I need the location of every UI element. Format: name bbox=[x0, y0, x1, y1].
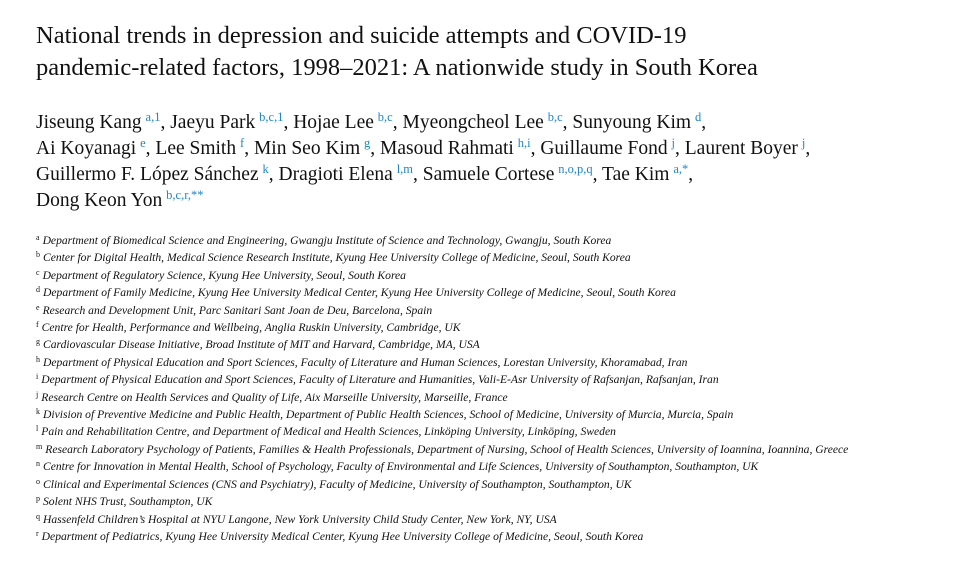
affiliation-text: Centre for Health, Performance and Wellbeing, Anglia Ruskin University, Cambridge, UK bbox=[41, 321, 461, 335]
author-name[interactable]: Ai Koyanagi bbox=[36, 138, 137, 159]
affiliation-key: o bbox=[36, 476, 40, 486]
affiliation-item bbox=[36, 284, 941, 301]
author-name[interactable]: Min Seo Kim bbox=[253, 138, 361, 159]
author-name[interactable]: Tae Kim bbox=[602, 164, 670, 185]
affiliation-list bbox=[36, 232, 941, 545]
affiliation-key: n bbox=[36, 459, 40, 469]
affiliation-link[interactable]: d bbox=[694, 110, 702, 124]
affiliation-link[interactable]: a,* bbox=[673, 162, 689, 176]
affiliation-text: Department of Biomedical Science and Engineering, Gwangju Institute of Science and Technology, Gwangju, South Korea bbox=[42, 234, 612, 247]
affiliation-text: Clinical and Experimental Sciences (CNS and Psychiatry), Faculty of Medicine, University of Southampton, Southampton, UK bbox=[43, 477, 632, 491]
affiliation-text: Department of Physical Education and Sport Sciences, Faculty of Literature and Human Sciences, Lorestan University, Khoramabad, Iran bbox=[43, 355, 688, 369]
affiliation-key: c bbox=[36, 267, 40, 277]
affiliation-item bbox=[36, 389, 941, 406]
affiliation-item bbox=[36, 406, 941, 423]
affiliation-link[interactable]: k bbox=[262, 162, 269, 176]
affiliation-link[interactable]: a,1 bbox=[145, 110, 161, 124]
author-name[interactable]: Myeongcheol Lee bbox=[402, 112, 544, 133]
affiliation-key: i bbox=[36, 372, 39, 382]
author-name[interactable]: Jaeyu Park bbox=[170, 112, 256, 133]
affiliation-text: Center for Digital Health, Medical Science Research Institute, Kyung Hee University College of Medicine, Seoul, South Korea bbox=[43, 251, 631, 265]
paper-title bbox=[36, 20, 951, 84]
affiliation-key: j bbox=[36, 389, 39, 399]
affiliation-item bbox=[36, 528, 941, 545]
affiliation-link[interactable]: f bbox=[240, 136, 245, 150]
affiliation-key: l bbox=[36, 424, 39, 434]
affiliation-key: p bbox=[36, 494, 40, 504]
author-name[interactable]: Laurent Boyer bbox=[684, 138, 798, 159]
affiliation-key: f bbox=[36, 320, 39, 330]
affiliation-link[interactable]: b,c bbox=[547, 110, 563, 124]
affiliation-key: g bbox=[36, 337, 40, 347]
affiliation-item bbox=[36, 371, 941, 388]
affiliation-text: Pain and Rehabilitation Centre, and Department of Medical and Health Sciences, Linköping University, Linköping, Sweden bbox=[41, 425, 616, 439]
affiliation-key: e bbox=[36, 302, 40, 312]
affiliation-item bbox=[36, 232, 941, 249]
affiliation-item bbox=[36, 354, 941, 371]
affiliation-item bbox=[36, 319, 941, 336]
affiliation-item bbox=[36, 441, 941, 458]
affiliation-link[interactable]: b,c,1 bbox=[259, 110, 284, 124]
affiliation-item bbox=[36, 302, 941, 319]
affiliation-key: d bbox=[36, 285, 40, 295]
author-name[interactable]: Hojae Lee bbox=[293, 112, 374, 133]
author-line bbox=[36, 188, 956, 214]
author-line: Jiseung Kang $^{a,1}$, Jaeyu Park $^{b,c,1}$, Hojae Lee $^{b,c}$, Myeongcheol Lee $^{b,c}$, Sunyoung Kim $^d$, bbox=[36, 110, 707, 133]
affiliation-item bbox=[36, 249, 941, 266]
author-line: Guillermo F. López Sánchez $^k$, Dragioti Elena $^{l,m}$, Samuele Cortese $^{n,o,p,q}$, Tae Kim $^{a,*}$, bbox=[36, 162, 694, 185]
affiliation-text: Centre for Innovation in Mental Health, School of Psychology, Faculty of Environmental and Life Sciences, University of Southampton, Southampton, UK bbox=[43, 460, 759, 474]
author-list bbox=[36, 110, 956, 214]
affiliation-key: a bbox=[36, 233, 40, 242]
affiliation-text: Cardiovascular Disease Initiative, Broad Institute of MIT and Harvard, Cambridge, MA, USA bbox=[43, 338, 480, 352]
affiliation-text: Department of Physical Education and Sport Sciences, Faculty of Literature and Humanities, Vali-E-Asr University of Rafsanjan, Rafsanjan, Iran bbox=[41, 373, 719, 387]
affiliation-link[interactable]: l,m bbox=[396, 162, 414, 176]
author-name[interactable]: Samuele Cortese bbox=[422, 164, 555, 185]
author-name[interactable]: Guillaume Fond bbox=[540, 138, 668, 159]
affiliation-text: Research Laboratory Psychology of Patients, Families & Health Professionals, Department of Nursing, School of Health Sciences, University of Ioannina, Ioannina, Greece bbox=[45, 442, 849, 456]
author-name[interactable]: Dragioti Elena bbox=[278, 164, 393, 185]
affiliation-key: q bbox=[36, 511, 40, 521]
affiliation-link[interactable]: j bbox=[801, 136, 806, 150]
affiliation-link[interactable]: j bbox=[671, 136, 676, 150]
affiliation-text: Solent NHS Trust, Southampton, UK bbox=[43, 495, 213, 509]
affiliation-item bbox=[36, 476, 941, 493]
affiliation-text: Division of Preventive Medicine and Public Health, Department of Public Health Sciences, School of Medicine, University of Murcia, Murcia, Spain bbox=[43, 408, 734, 422]
title-line: National trends in depression and suicide attempts and COVID-19 bbox=[36, 22, 687, 49]
affiliation-item bbox=[36, 511, 941, 528]
author-name[interactable]: Sunyoung Kim bbox=[572, 112, 692, 133]
affiliation-item bbox=[36, 423, 941, 440]
affiliation-link[interactable]: h,i bbox=[517, 136, 531, 150]
affiliation-item bbox=[36, 267, 941, 284]
affiliation-text: Department of Family Medicine, Kyung Hee University Medical Center, Kyung Hee University College of Medicine, Seoul, South Korea bbox=[43, 286, 676, 300]
affiliation-key: k bbox=[36, 407, 40, 417]
affiliation-key: r bbox=[36, 528, 39, 538]
affiliation-link[interactable]: e bbox=[140, 136, 146, 150]
affiliation-text: Hassenfeld Children’s Hospital at NYU Langone, New York University Child Study Center, New York, NY, USA bbox=[43, 512, 557, 526]
affiliation-text: Department of Regulatory Science, Kyung Hee University, Seoul, South Korea bbox=[42, 268, 406, 282]
affiliation-item bbox=[36, 336, 941, 353]
affiliation-item bbox=[36, 458, 941, 475]
author-line: Ai Koyanagi $^e$, Lee Smith $^f$, Min Seo Kim $^g$, Masoud Rahmati $^{h,i}$, Guillaume Fond $^j$, Laurent Boyer $^j$, bbox=[36, 136, 811, 159]
affiliation-link[interactable]: g bbox=[364, 136, 371, 150]
affiliation-key: b bbox=[36, 250, 40, 260]
affiliation-key: h bbox=[36, 354, 40, 364]
author-name[interactable]: Masoud Rahmati bbox=[380, 138, 514, 159]
affiliation-link[interactable]: b,c bbox=[377, 110, 393, 124]
affiliation-text: Department of Pediatrics, Kyung Hee University Medical Center, Kyung Hee University College of Medicine, Seoul, South Korea bbox=[41, 529, 644, 543]
affiliation-text: Research and Development Unit, Parc Sanitari Sant Joan de Deu, Barcelona, Spain bbox=[42, 303, 433, 317]
affiliation-text: Research Centre on Health Services and Quality of Life, Aix Marseille University, Marseille, France bbox=[41, 390, 508, 404]
author-name[interactable]: Jiseung Kang bbox=[36, 112, 142, 133]
author-name[interactable]: Guillermo F. López Sánchez bbox=[36, 164, 259, 185]
title-line: pandemic-related factors, 1998–2021: A nationwide study in South Korea bbox=[36, 54, 758, 81]
affiliation-key: m bbox=[36, 441, 43, 451]
affiliation-link[interactable]: b,c,r,** bbox=[166, 188, 204, 202]
affiliation-link[interactable]: n,o,p,q bbox=[558, 162, 593, 176]
author-name[interactable]: Dong Keon Yon bbox=[36, 190, 163, 211]
author-name[interactable]: Lee Smith bbox=[155, 138, 237, 159]
affiliation-item bbox=[36, 493, 941, 510]
